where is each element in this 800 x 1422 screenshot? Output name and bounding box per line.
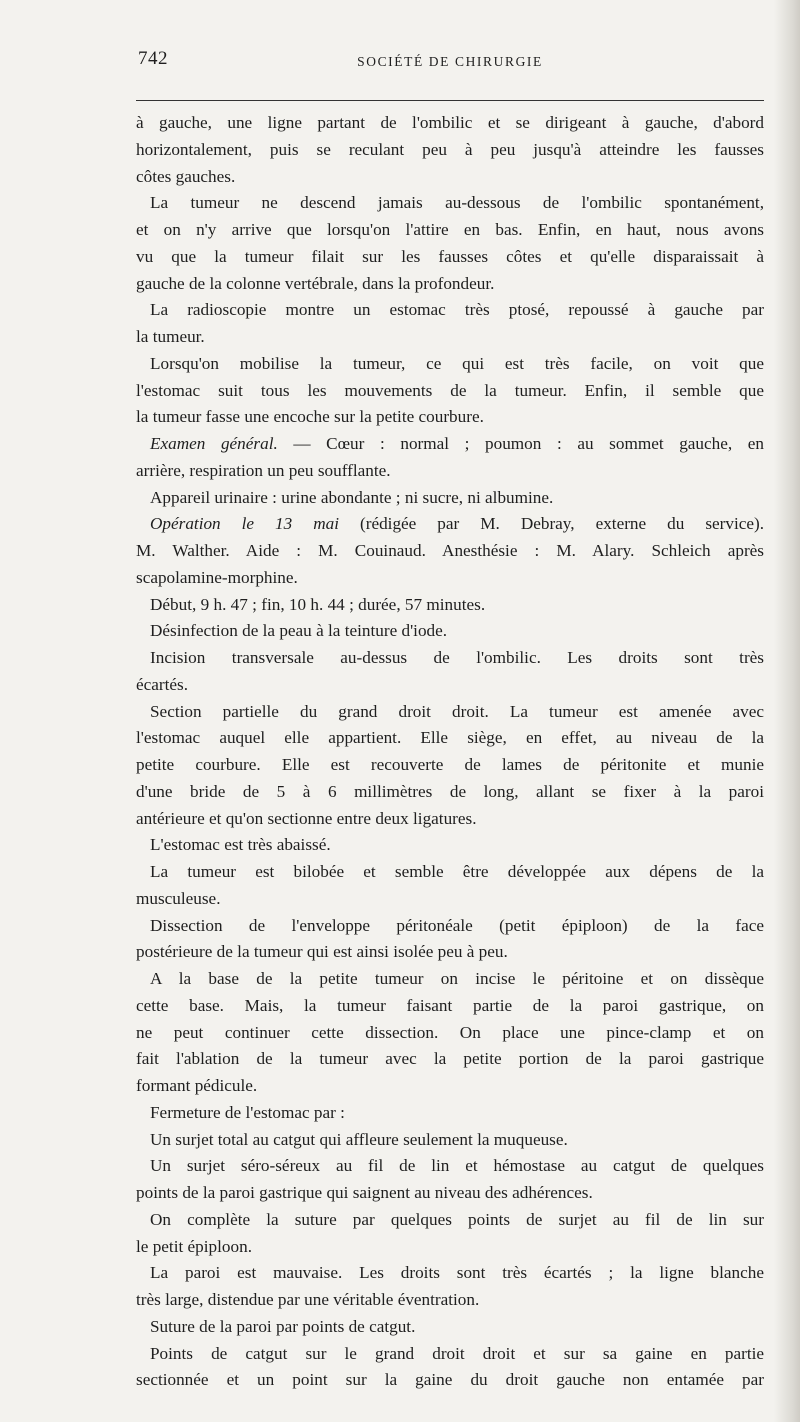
- page-edge-shadow: [774, 0, 800, 1422]
- text-line: antérieure et qu'on sectionne entre deux ligatures.: [136, 808, 477, 828]
- text-line: Dissection de l'enveloppe péritonéale (petit épiploon) de la face: [150, 915, 764, 935]
- text-line: formant pédicule.: [136, 1076, 258, 1095]
- text-line: la tumeur fasse une encoche sur la petite courbure.: [136, 407, 484, 427]
- italic-lead-operation: Opération le 13 mai: [150, 514, 340, 534]
- text-line: La paroi est mauvaise. Les droits sont très écartés ; la ligne blanche: [150, 1263, 764, 1283]
- text-line: l'estomac auquel elle appartient. Elle siège, en effet, au niveau de la: [136, 728, 764, 748]
- text-line: la tumeur.: [136, 327, 205, 346]
- text-line: petite courbure. Elle est recouverte de lames de péritonite et munie: [136, 755, 764, 774]
- text-line: Lorsqu'on mobilise la tumeur, ce qui est très facile, on voit que: [150, 353, 764, 373]
- text-line: gauche de la colonne vertébrale, dans la profondeur.: [136, 273, 495, 293]
- text-line: cette base. Mais, la tumeur faisant partie de la paroi gastrique, on: [136, 995, 764, 1015]
- header-rule: [136, 100, 764, 101]
- text-line: Un surjet séro-séreux au fil de lin et hémostase au catgut de quelques: [150, 1156, 764, 1176]
- text-line: arrière, respiration un peu soufflante.: [136, 460, 391, 480]
- page-number: 742: [138, 48, 168, 69]
- text-line: ne peut continuer cette dissection. On place une pince-clamp et on: [136, 1022, 764, 1042]
- text-line: postérieure de la tumeur qui est ainsi isolée peu à peu.: [136, 942, 508, 962]
- text-line: points de la paroi gastrique qui saignent au niveau des adhérences.: [136, 1183, 593, 1202]
- text-line: On complète la suture par quelques points de surjet au fil de lin sur: [150, 1209, 764, 1229]
- text-line: et on n'y arrive que lorsqu'on l'attire en bas. Enfin, en haut, nous avons: [136, 220, 764, 239]
- text-line: vu que la tumeur filait sur les fausses côtes et qu'elle disparaissait à: [136, 246, 764, 266]
- text-line: Début, 9 h. 47 ; fin, 10 h. 44 ; durée, 57 minutes.: [150, 594, 486, 614]
- text-line: d'une bride de 5 à 6 millimètres de long, allant se fixer à la paroi: [136, 781, 764, 801]
- text-line-rest: (rédigée par M. Debray, externe du service).: [360, 514, 765, 534]
- text-line: le petit épiploon.: [136, 1236, 252, 1256]
- text-line: l'estomac suit tous les mouvements de la tumeur. Enfin, il semble que: [136, 380, 764, 400]
- text-line-rest: — Cœur : normal ; poumon : au sommet gauche, en: [293, 434, 765, 453]
- text-line: côtes gauches.: [136, 166, 236, 186]
- text-line: musculeuse.: [136, 888, 221, 908]
- text-line: L'estomac est très abaissé.: [150, 835, 331, 855]
- running-title: SOCIÉTÉ DE CHIRURGIE: [357, 54, 543, 69]
- text-line: Un surjet total au catgut qui affleure seulement la muqueuse.: [150, 1129, 568, 1149]
- text-line: très large, distendue par une véritable éventration.: [136, 1290, 480, 1309]
- text-line: M. Walther. Aide : M. Couinaud. Anesthésie : M. Alary. Schleich après: [136, 541, 764, 560]
- italic-lead-examen: Examen général.: [150, 434, 278, 453]
- text-line: [136, 431, 764, 458]
- text-line: sectionnée et un point sur la gaine du droit gauche non entamée par: [136, 1370, 764, 1390]
- text-line: A la base de la petite tumeur on incise le péritoine et on dissèque: [150, 969, 764, 988]
- text-line: Points de catgut sur le grand droit droit et sur sa gaine en partie: [150, 1343, 764, 1363]
- text-line: Suture de la paroi par points de catgut.: [150, 1316, 416, 1336]
- text-line: Fermeture de l'estomac par :: [150, 1102, 345, 1122]
- text-line: La tumeur ne descend jamais au-dessous de l'ombilic spontanément,: [150, 193, 764, 213]
- text-line: à gauche, une ligne partant de l'ombilic et se dirigeant à gauche, d'abord: [136, 113, 764, 132]
- page-header: [136, 48, 764, 78]
- text-line: [136, 511, 764, 538]
- text-line: écartés.: [136, 674, 188, 694]
- text-line: horizontalement, puis se reculant peu à peu jusqu'à atteindre les fausses: [136, 139, 764, 159]
- text-line: fait l'ablation de la tumeur avec la petite portion de la paroi gastrique: [136, 1049, 764, 1069]
- text-line: Désinfection de la peau à la teinture d'iode.: [150, 621, 448, 641]
- text-line: Section partielle du grand droit droit. La tumeur est amenée avec: [150, 701, 764, 721]
- text-line: La tumeur est bilobée et semble être développée aux dépens de la: [150, 862, 764, 881]
- text-line: Incision transversale au-dessus de l'ombilic. Les droits sont très: [150, 648, 764, 667]
- text-line: Appareil urinaire : urine abondante ; ni sucre, ni albumine.: [150, 487, 554, 507]
- text-line: scapolamine-morphine.: [136, 567, 298, 587]
- body-text: [136, 110, 764, 1394]
- text-line: La radioscopie montre un estomac très ptosé, repoussé à gauche par: [150, 300, 764, 320]
